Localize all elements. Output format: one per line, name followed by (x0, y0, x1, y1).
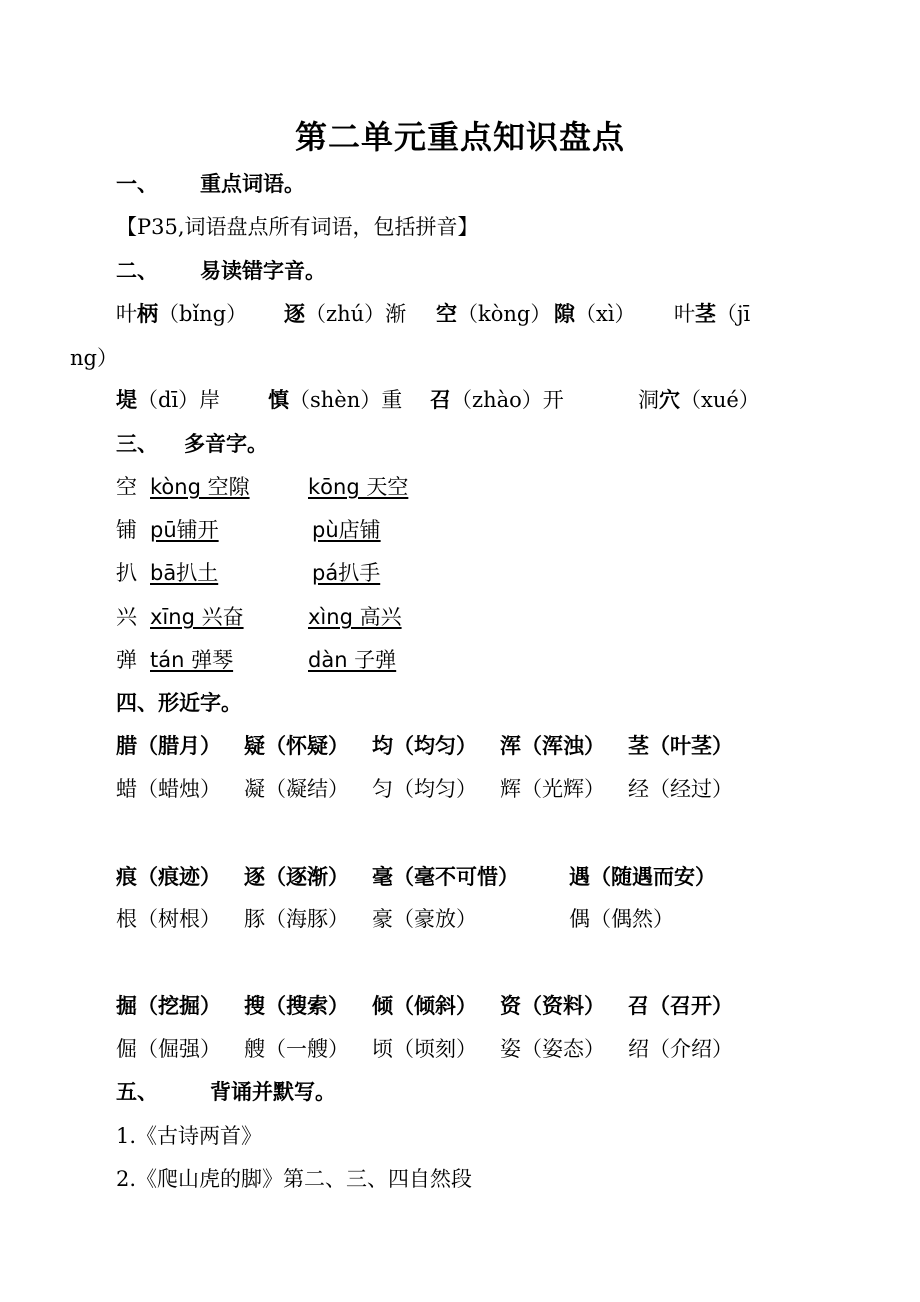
word-item: 叶茎（jī (674, 302, 751, 326)
section-2-heading: 二、 易读错字音。 (116, 259, 326, 283)
section-1-note: 【P35,词语盘点所有词语，包括拼音】 (116, 215, 479, 239)
page-title: 第二单元重点知识盘点 (294, 118, 625, 156)
word-item: 堤（dī）岸 (116, 388, 221, 412)
word-item: 慎（shèn）重 (268, 388, 403, 412)
section-1-heading: 一、 重点词语。 (116, 172, 305, 196)
word-item: 洞穴（xué） (638, 388, 760, 412)
word-item: 空（kòng） (436, 302, 552, 326)
word-item: 召（zhào）开 (430, 388, 564, 412)
section-5-heading: 五、 背诵并默写。 (116, 1080, 336, 1104)
document-page: 第二单元重点知识盘点 一、 重点词语。 【P35,词语盘点所有词语，包括拼音】 二、 易读错字音。 叶柄（bǐng） 逐（zhú）渐 空（kòng） 隙（xì） 叶茎（jī ng） 堤（dī）岸 慎（shèn）重 召（zhào）开 洞穴（xué） 三、 多音字。 空 kòng 空隙 kōng 天空 铺 pū铺开 pù店铺 扒 bā扒土 pá扒手 兴 xīng 兴奋 xìng 高兴 弹 tán 弹琴 dàn 子弹 四、形近字。 腊（腊月） 疑（怀疑） 均（均匀） 浑（浑浊） 茎（叶茎） 蜡（蜡烛） 凝（凝结） 匀（均匀） 辉（光辉） 经（经过） 痕（痕迹） 逐（逐渐） 毫（毫不可惜） 遇（随遇而安） 根（树根） 豚（海豚） 豪（豪放） 偶（偶然） 掘（挖掘） 搜（搜索） 倾（倾斜） 资（资料） 召（召开） 倔（倔强） 艘（一艘） 顷（顷刻） 姿（姿态） 绍（介绍） 五、 背诵并默写。 1.《古诗两首》 2.《爬山虎的脚》第二、三、四自然段 (0, 0, 920, 1302)
word-item: 逐（zhú）渐 (284, 302, 407, 326)
word-item: 隙（xì） (554, 302, 636, 326)
recite-item-1: 1.《古诗两首》 (116, 1124, 263, 1148)
section-3-heading: 三、 多音字。 (116, 432, 268, 456)
word-item: 叶柄（bǐng） (116, 302, 248, 326)
section-4-heading: 四、形近字。 (116, 691, 242, 715)
pronunciation-line-1-wrap: ng） (70, 346, 118, 370)
recite-item-2: 2.《爬山虎的脚》第二、三、四自然段 (116, 1167, 473, 1191)
